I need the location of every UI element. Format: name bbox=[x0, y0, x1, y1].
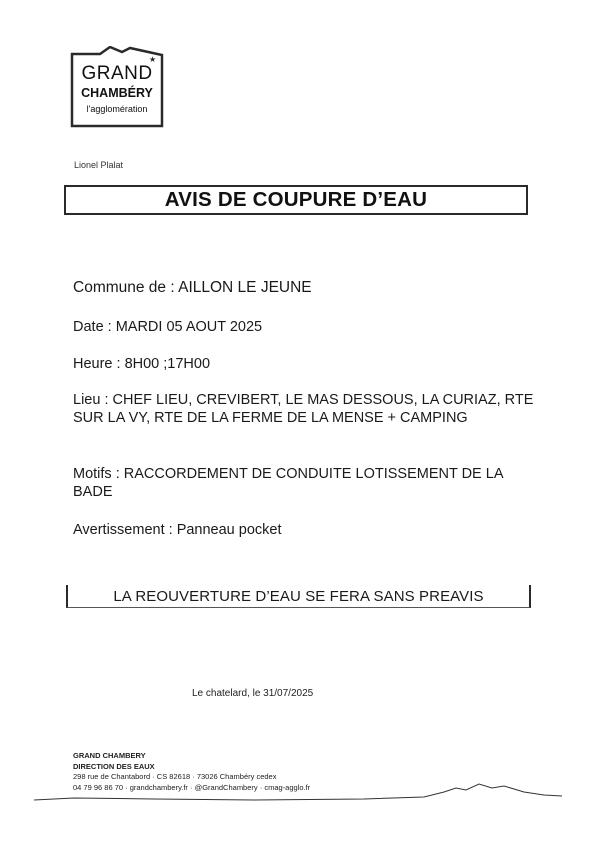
svg-text:★: ★ bbox=[149, 55, 157, 64]
lieu-field: Lieu : CHEF LIEU, CREVIBERT, LE MAS DESSOUS, LA CURIAZ, RTE SUR LA VY, RTE DE LA FERME DE LA MENSE + CAMPING bbox=[73, 392, 534, 426]
logo-line-grand: GRAND bbox=[81, 63, 153, 84]
heure-field: Heure : 8H00 ;17H00 bbox=[73, 356, 211, 372]
mountain-line-icon bbox=[34, 780, 564, 804]
place-and-date: Le chatelard, le 31/07/2025 bbox=[192, 688, 314, 699]
grand-chambery-logo bbox=[70, 46, 164, 128]
logo-line-chambery: CHAMBÉRY bbox=[81, 86, 153, 100]
reopening-notice: LA REOUVERTURE D’EAU SE FERA SANS PREAVIS bbox=[113, 587, 484, 605]
footer-address: 298 rue de Chantabord · CS 82618 · 73026 Chambéry cedex bbox=[73, 772, 277, 781]
footer-direction: DIRECTION DES EAUX bbox=[73, 761, 155, 771]
title-box bbox=[64, 185, 528, 215]
avertissement-field: Avertissement : Panneau pocket bbox=[73, 522, 282, 538]
document-title: AVIS DE COUPURE D’EAU bbox=[164, 188, 428, 211]
notice-box bbox=[66, 585, 531, 608]
date-field: Date : MARDI 05 AOUT 2025 bbox=[73, 319, 263, 335]
footer-org-name: GRAND CHAMBERY bbox=[73, 751, 146, 760]
logo-line-agglomeration: l'agglomération bbox=[86, 104, 148, 114]
author-name: Lionel Plalat bbox=[74, 160, 124, 170]
motifs-field: Motifs : RACCORDEMENT DE CONDUITE LOTISSEMENT DE LA BADE bbox=[73, 466, 503, 500]
footer-contact: 04 79 96 86 70 · grandchambery.fr · @GrandChambery · cmag-agglo.fr bbox=[73, 782, 311, 792]
commune-field: Commune de : AILLON LE JEUNE bbox=[73, 279, 312, 296]
